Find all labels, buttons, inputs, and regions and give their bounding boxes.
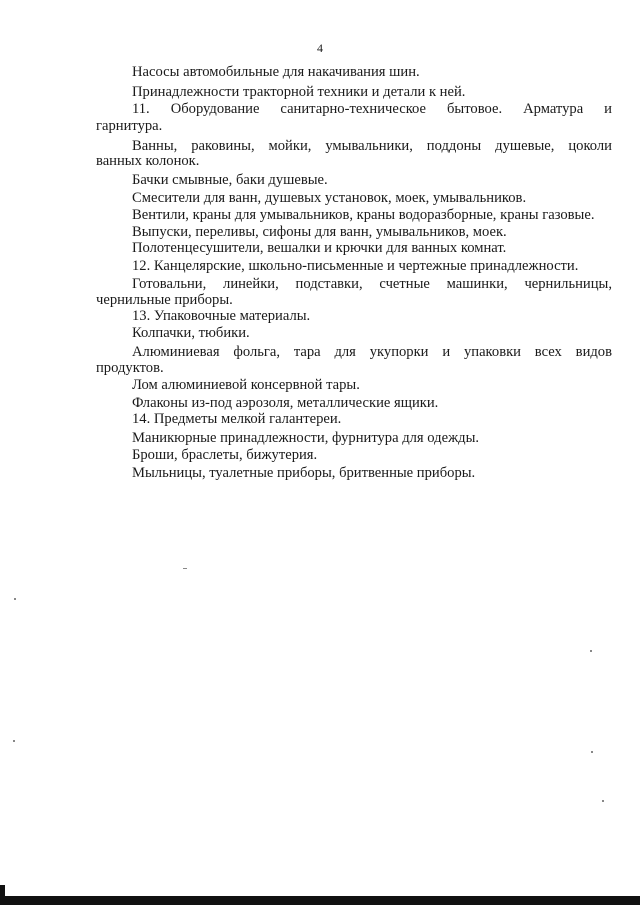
text-line: Готовальни, линейки, подставки, счетные машинки, чернильницы, — [132, 276, 612, 292]
text-line: Ванны, раковины, мойки, умывальники, поддоны душевые, цоколи — [132, 138, 612, 154]
text-line: 11. Оборудование санитарно-техническое бытовое. Арматура и — [132, 101, 612, 117]
text-line: чернильные приборы. — [96, 292, 233, 308]
scan-edge-bottom — [0, 896, 640, 905]
text-line: Принадлежности тракторной техники и детали к ней. — [132, 84, 466, 100]
scan-speck — [14, 598, 16, 600]
text-line: Бачки смывные, баки душевые. — [132, 172, 328, 188]
scan-speck — [602, 800, 604, 802]
text-line: Полотенцесушители, вешалки и крючки для ванных комнат. — [132, 240, 507, 256]
scan-speck — [591, 751, 593, 753]
text-line: Колпачки, тюбики. — [132, 325, 250, 341]
text-line: Выпуски, переливы, сифоны для ванн, умывальников, моек. — [132, 224, 507, 240]
section-heading: 13. Упаковочные материалы. — [132, 308, 311, 324]
text-line: Броши, браслеты, бижутерия. — [132, 447, 318, 463]
text-line: гарнитура. — [96, 118, 163, 134]
text-line: продуктов. — [96, 360, 164, 376]
text-line: ванных колонок. — [96, 153, 200, 169]
text-line: Смесители для ванн, душевых установок, моек, умывальников. — [132, 190, 527, 206]
scan-speck — [183, 568, 187, 569]
text-line: Мыльницы, туалетные приборы, бритвенные приборы. — [132, 465, 476, 481]
page-number: 4 — [317, 41, 323, 55]
text-line: Вентили, краны для умывальников, краны водоразборные, краны газовые. — [132, 207, 595, 223]
text-line: Лом алюминиевой консервной тары. — [132, 377, 360, 393]
section-heading: 14. Предметы мелкой галантереи. — [132, 411, 342, 427]
text-line: Флаконы из-под аэрозоля, металлические ящики. — [132, 395, 439, 411]
scan-speck — [13, 740, 15, 742]
text-line: Насосы автомобильные для накачивания шин. — [132, 64, 420, 80]
text-line: Маникюрные принадлежности, фурнитура для одежды. — [132, 430, 480, 446]
text-line: Алюминиевая фольга, тара для укупорки и упаковки всех видов — [132, 344, 612, 360]
scan-speck — [590, 650, 592, 652]
section-heading: 12. Канцелярские, школьно-письменные и чертежные принадлежности. — [132, 258, 579, 274]
